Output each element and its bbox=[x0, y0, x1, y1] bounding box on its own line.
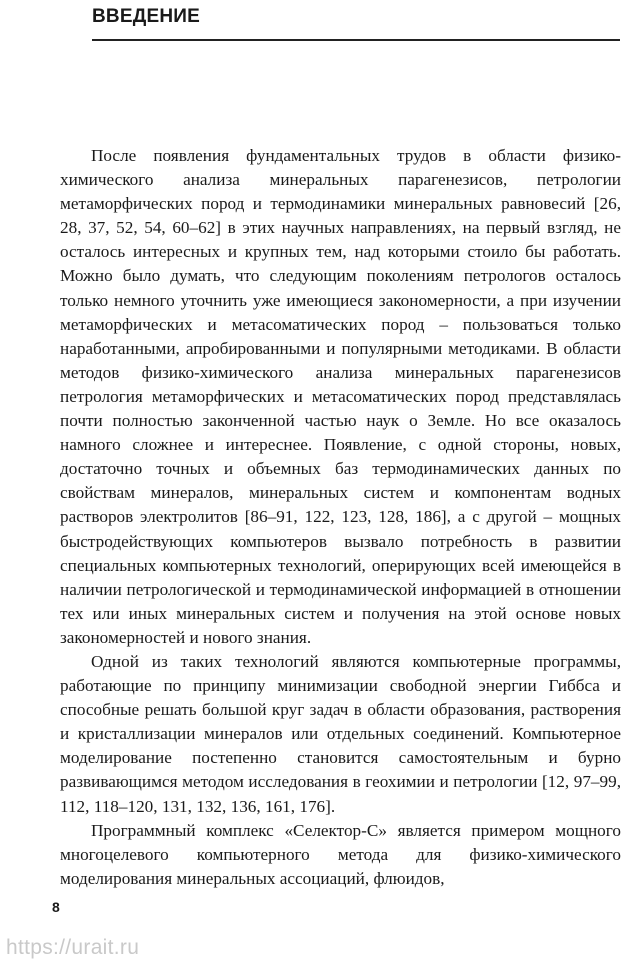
chapter-title: ВВЕДЕНИЕ bbox=[92, 6, 200, 27]
watermark-url: https://urait.ru bbox=[6, 936, 140, 959]
title-divider bbox=[92, 39, 620, 41]
page-number: 8 bbox=[52, 899, 60, 915]
paragraph-2: Одной из таких технологий являются компьютерные программы, работающие по принципу минимизации свободной энергии Гиббса и способные решать большой круг задач в области образования, растворения и кристаллизации минералов или отдельных соединений. Компьютерное моделирование постепенно становится самостоятельным и бурно развивающимся методом исследования в геохимии и петрологии [12, 97–99, 112, 118–120, 131, 132, 136, 161, 176]. bbox=[60, 651, 621, 816]
paragraph-1: После появления фундаментальных трудов в области физико-химического анализа минеральных парагенезисов, петрологии метаморфических пород и термодинамики минеральных равновесий [26, 28, 37, 52, 54, 60–62] в этих научных направлениях, на первый взгляд, не осталось интересных и крупных тем, над которыми стоило бы работать. Можно было думать, что следующим поколениям петрологов осталось только немного уточнить уже имеющиеся закономерности, а при изучении метаморфических и метасоматических пород – пользоваться только наработанными, апробированными и популярными методиками. В области методов физико-химического анализа минеральных парагенезисов петрология метаморфических и метасоматических пород представлялась почти полностью законченной частью наук о Земле. Но все оказалось намного сложнее и интереснее. Появление, с одной стороны, новых, достаточно точных и объемных баз термодинамических данных по свойствам минералов, минеральных систем и компонентам водных растворов электролитов [86–91, 122, 123, 128, 186], а с другой – мощных быстродействующих компьютеров вызвало потребность в развитии специальных компьютерных технологий, оперирующих всей имеющейся в наличии петрологической и термодинамической информацией в отношении тех или иных минеральных систем и получения на этой основе новых закономерностей и нового знания. bbox=[60, 146, 621, 647]
paragraph-3: Программный комплекс «Селектор-С» является примером мощного многоцелевого компьютерного метода для физико-химического моделирования минеральных ассоциаций, флюидов, bbox=[60, 820, 621, 888]
body-text bbox=[60, 144, 621, 891]
